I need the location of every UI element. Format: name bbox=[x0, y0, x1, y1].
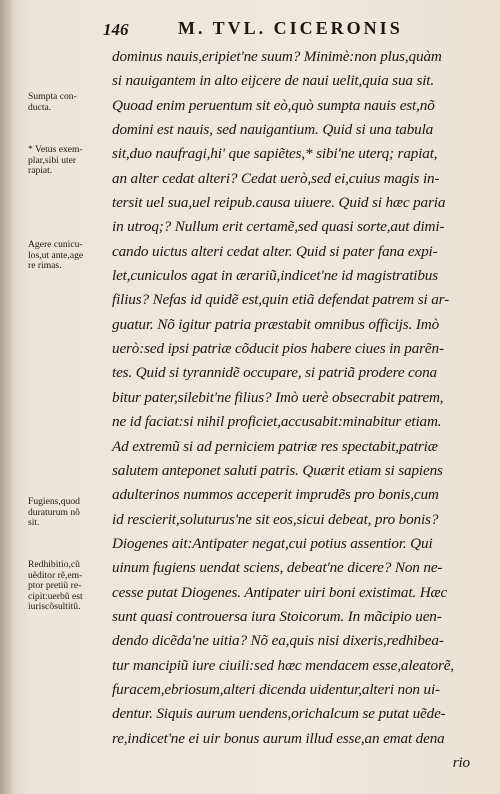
text-line: filius? Nefas id quidẽ est,quin etiã defendat patrem si ar- bbox=[112, 291, 450, 309]
text-line: tur mancipiũ iure ciuili:sed hæc mendacem esse,aleatorẽ, bbox=[112, 656, 454, 674]
gutter-shadow bbox=[0, 0, 14, 794]
text-line: Diogenes ait:Antipater negat,cui potius assentior. Qui bbox=[112, 534, 433, 552]
margin-note-line: ptor pretiũ re- bbox=[28, 580, 82, 592]
text-line: furacem,ebriosum,alteri dicenda uidentur,alteri non ui- bbox=[112, 680, 440, 698]
text-line: bitur pater,silebit'ne filius? Imò uerè obsecrabit patrem, bbox=[112, 388, 444, 406]
margin-note-line: Redhibitio,cũ bbox=[28, 559, 80, 570]
text-line: adulterinos nummos acceperit imprudẽs pro bonis,cum bbox=[112, 486, 439, 504]
margin-note-line: los,ut ante,age bbox=[28, 249, 84, 261]
margin-note-line: re rimas. bbox=[28, 260, 62, 272]
text-line: salutem anteponet saluti patris. Quærit etiam si sapiens bbox=[112, 461, 443, 479]
text-line: in utroq;? Nullum erit certamẽ,sed quasi sorte,aut dimi- bbox=[112, 218, 445, 236]
text-line: dentur. Siquis aurum uendens,orichalcum se putat uẽde- bbox=[112, 705, 446, 723]
margin-note-line: ducta. bbox=[28, 101, 52, 113]
page-number: 146 bbox=[103, 20, 129, 39]
margin-note bbox=[28, 92, 112, 113]
text-line: let,cuniculos agat in ærariũ,indicet'ne id magistratibus bbox=[112, 267, 439, 285]
page-header bbox=[0, 18, 500, 42]
margin-note bbox=[28, 560, 112, 613]
catchword: rio bbox=[452, 753, 470, 771]
text-line: dominus nauis,eripiet'ne suum? Minimè:non plus,quàm bbox=[112, 48, 442, 65]
margin-note-line: Agere cunicu- bbox=[28, 239, 83, 250]
text-line: cesse putat Diogenes. Antipater uiri boni existimat. Hæc bbox=[112, 583, 448, 601]
main-text bbox=[112, 45, 482, 775]
text-line: Ad extremũ si ad perniciem patriæ res spectabit,patriæ bbox=[112, 437, 438, 455]
margin-note-line: Sumpta con- bbox=[28, 91, 77, 102]
margin-note-line: uẽditor rẽ,em- bbox=[28, 569, 83, 581]
margin-note-line: Fugiens,quod bbox=[28, 496, 80, 507]
margin-note bbox=[28, 497, 112, 529]
text-line: uerò:sed ipsi patriæ cõducit pios habere ciues in parẽn- bbox=[112, 340, 444, 358]
text-line: id rescierit,soluturus'ne sit eos,sicui debeat, pro bonis? bbox=[112, 510, 439, 528]
running-head: M. TVL. CICERONIS bbox=[178, 18, 403, 38]
text-line: domini est nauis, sed nauigantium. Quid si una tabula bbox=[112, 121, 434, 139]
margin-note-line: cipit:uerbũ est bbox=[28, 590, 83, 602]
text-line: guatur. Nõ igitur patria præstabit omnibus officijs. Imò bbox=[112, 315, 440, 333]
margin-note bbox=[28, 145, 112, 177]
text-line: tersit uel sua,uel reipub.causa uiuere. Quid si hæc paria bbox=[112, 194, 446, 212]
margin-note-line: iuriscõsultitũ. bbox=[28, 601, 81, 613]
margin-note-line: sit. bbox=[28, 517, 40, 529]
text-line: Quoad enim peruentum sit eò,quò sumpta nauis est,nõ bbox=[112, 96, 435, 114]
margin-note-line: duraturum nõ bbox=[28, 506, 80, 518]
text-line: an alter cedat alteri? Cedat uerò,sed ei,cuius magis in- bbox=[112, 169, 440, 187]
text-line: si nauigantem in alto eijcere de naui uelit,quia sua sit. bbox=[112, 72, 435, 90]
text-line: uinum fugiens uendat sciens, debeat'ne dicere? Non ne- bbox=[112, 559, 443, 577]
text-line: sunt quasi controuersa iura Stoicorum. In mãcipio uen- bbox=[112, 607, 442, 625]
margin-note bbox=[28, 240, 112, 272]
text-line: dendo dicẽda'ne uitia? Nõ ea,quis nisi dixeris,redhibea- bbox=[112, 632, 444, 650]
text-line: cando uictus alteri cedat alter. Quid si pater fana expi- bbox=[112, 242, 438, 260]
text-line: ne id faciat:si nihil proficiet,accusabit:minabitur etiam. bbox=[112, 413, 442, 431]
margin-note-line: * Vetus exem- bbox=[28, 144, 83, 155]
text-line: tes. Quid si tyrannidẽ occupare, si patriã prodere cona bbox=[112, 364, 437, 382]
text-line: sit,duo naufragi,hi' que sapiẽtes,* sibi'ne uterq; rapiat, bbox=[112, 145, 438, 163]
text-line: re,indicet'ne ei uir bonus aurum illud esse,an emat dena bbox=[112, 729, 445, 747]
margin-note-line: rapiat. bbox=[28, 165, 53, 177]
margin-note-line: plar,sibi uter bbox=[28, 154, 77, 166]
